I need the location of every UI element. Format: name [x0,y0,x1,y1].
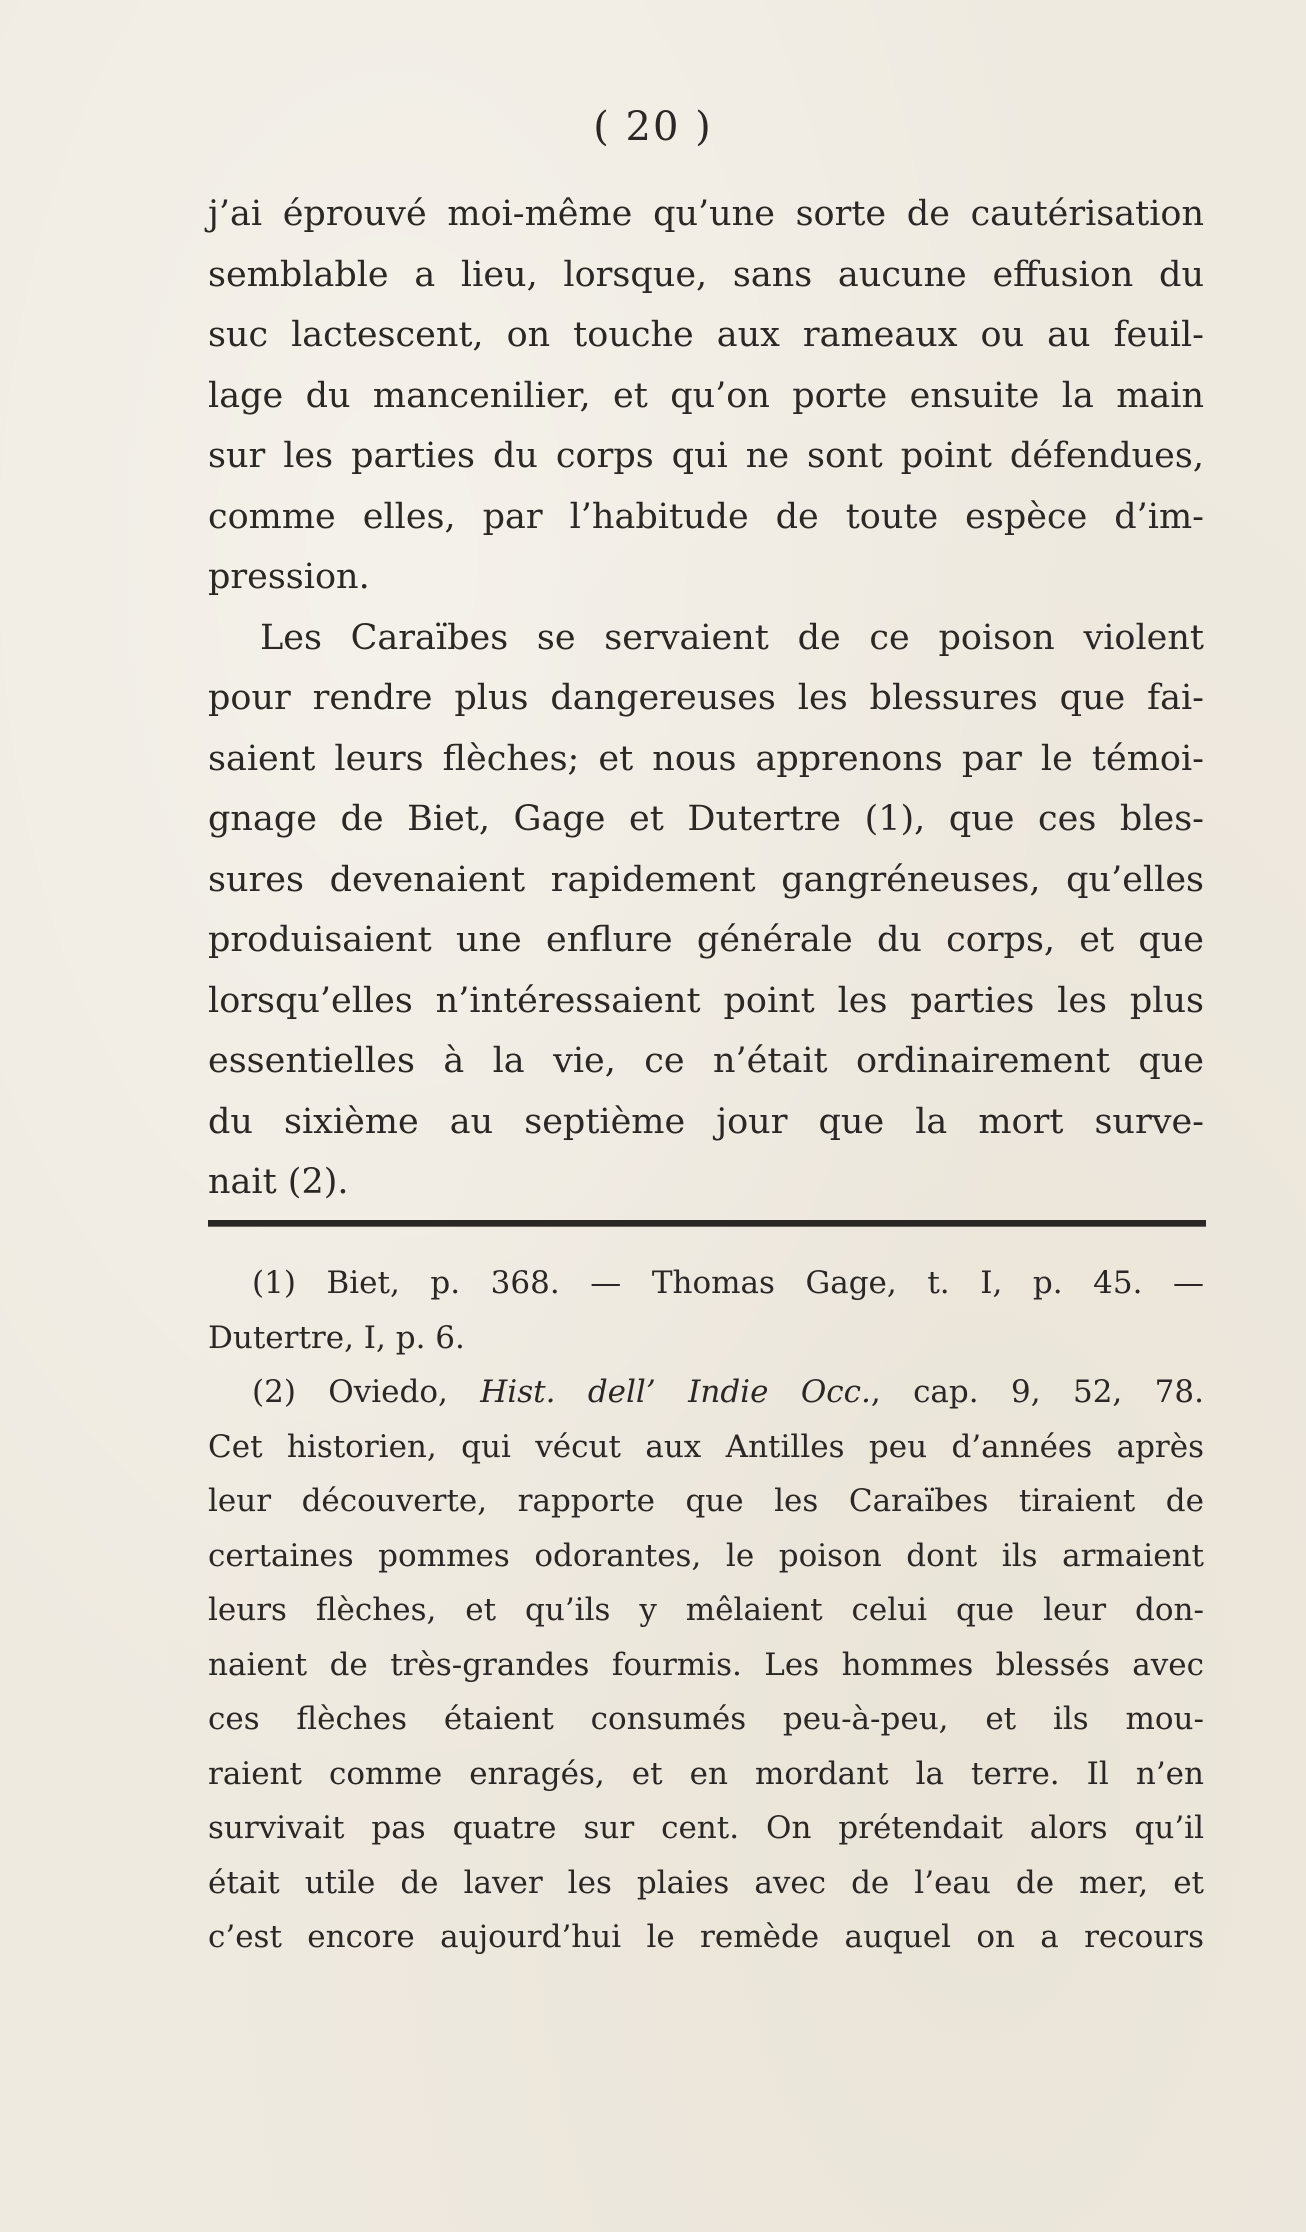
text-line: j’ai éprouvé moi-même qu’une sorte de cautérisation [208,194,1204,234]
text-line: du sixième au septième jour que la mort surve- [208,1101,1204,1142]
footnote-separator-rule [208,1220,1206,1227]
footnote-line: certaines pommes odorantes, le poison dont ils armaient [208,1537,1204,1574]
text-line: suc lactescent, on touche aux rameaux ou au feuil- [208,315,1204,355]
footnote-line [208,1365,1204,1420]
footnote-line: ces flèches étaient consumés peu-à-peu, et ils mou- [208,1701,1204,1737]
footnote-line: leurs flèches, et qu’ils y mêlaient celui que leur don- [208,1592,1204,1628]
text-line: gnage de Biet, Gage et Dutertre (1), que ces bles- [208,799,1204,839]
text-line: Les Caraïbes se servaient de ce poison violent [260,617,1204,658]
text-line: lorsqu’elles n’intéressaient point les parties les plus [208,980,1204,1021]
footnote-line: raient comme enragés, et en mordant la terre. Il n’en [208,1755,1204,1792]
footnote-line: c’est encore aujourd’hui le remède auquel on a recours [208,1919,1204,1955]
main-text [208,184,1204,1213]
text-line: nait (2). [208,1162,349,1202]
text-line: saient leurs flèches; et nous apprenons par le témoi- [208,738,1204,779]
text-line: sur les parties du corps qui ne sont point défendues, [208,436,1204,476]
footnote-line: Dutertre, I, p. 6. [208,1319,465,1356]
text-line: produisaient une enflure générale du corps, et que [208,920,1204,960]
footnote-line: Cet historien, qui vécut aux Antilles peu d’années après [208,1428,1204,1465]
text-line: sures devenaient rapidement gangréneuses, qu’elles [208,859,1204,900]
text-line: essentielles à la vie, ce n’était ordinairement que [208,1041,1204,1081]
text-line: comme elles, par l’habitude de toute espèce d’im- [208,496,1204,537]
text-line: semblable a lieu, lorsque, sans aucune effusion du [208,254,1204,295]
footnote-line: naient de très-grandes fourmis. Les hommes blessés avec [208,1646,1204,1683]
page-number: ( 20 ) [593,104,713,150]
footnotes [208,1256,1204,1965]
footnote-ref-end: , cap. 9, 52, 78. [870,1374,1204,1410]
footnote-line: survivait pas quatre sur cent. On prétendait alors qu’il [208,1810,1204,1846]
text-line: lage du mancenilier, et qu’on porte ensuite la main [208,375,1204,416]
text-line: pour rendre plus dangereuses les blessures que fai- [208,678,1204,718]
footnote-line: (1) Biet, p. 368. — Thomas Gage, t. I, p. 45. — [252,1265,1204,1301]
footnote-line: leur découverte, rapporte que les Caraïbes tiraient de [208,1483,1204,1519]
footnote-italic-title: Hist. dell’ Indie Occ. [480,1374,871,1410]
footnote-line: était utile de laver les plaies avec de l’eau de mer, et [208,1864,1204,1901]
footnote-ref: (2) Oviedo, [252,1374,448,1410]
text-line: pression. [208,557,370,597]
